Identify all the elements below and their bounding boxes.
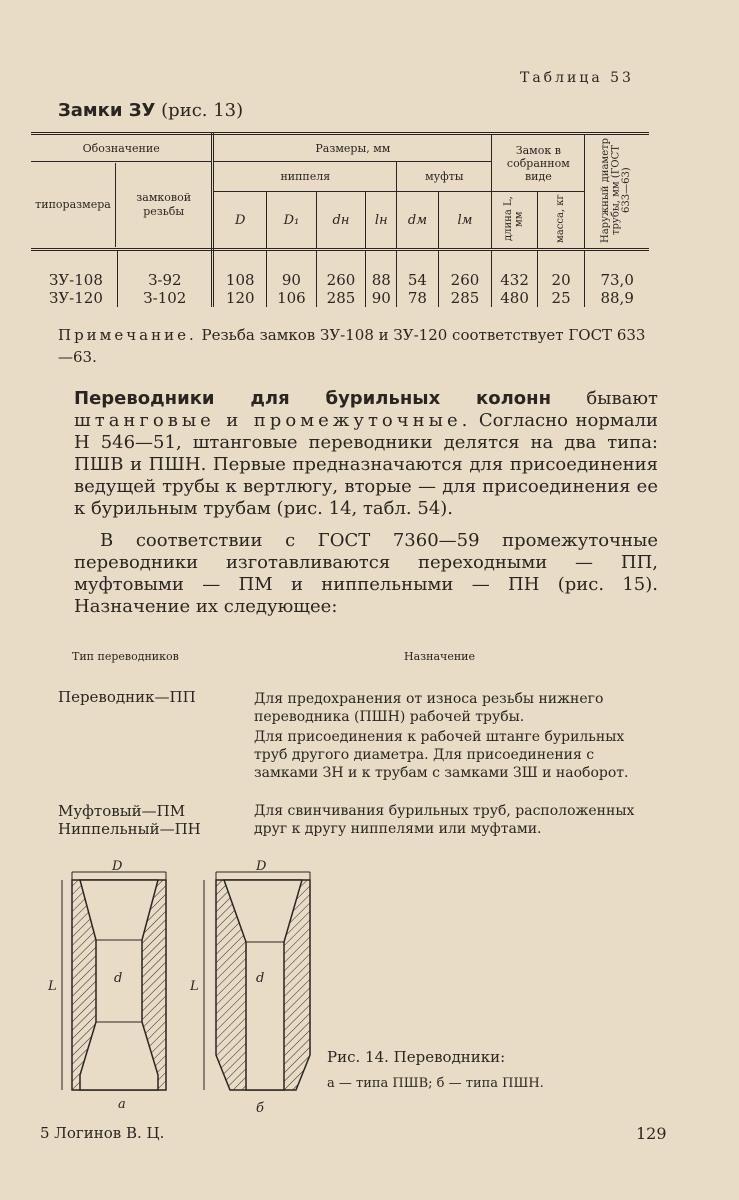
figure-caption: Рис. 14. Переводники: <box>327 1048 506 1066</box>
figure-caption-legend: а — типа ПШВ; б — типа ПШН. <box>327 1076 544 1091</box>
th-thread: замковой резьбы <box>136 191 192 218</box>
subfig-b: б <box>256 1101 264 1116</box>
cell-ln: 90 <box>366 289 397 307</box>
th-mass: масса, кг <box>537 192 585 250</box>
table-row <box>31 289 649 307</box>
title-ref: (рис. 13) <box>161 100 244 121</box>
th-D1: D₁ <box>267 192 317 250</box>
table-note <box>58 324 658 368</box>
th-D: D <box>213 192 267 250</box>
th-subcells <box>31 162 213 250</box>
cell-dn: 260 <box>316 250 366 290</box>
th-designation: Обозначение <box>31 134 213 162</box>
cell-dn: 285 <box>316 289 366 307</box>
page-number: 129 <box>636 1124 667 1143</box>
type-pm: Муфтовый—ПМ <box>58 802 186 820</box>
th-lock: Замок в собранном виде <box>492 134 585 192</box>
th-size: типоразмера <box>31 163 116 247</box>
purpose-pp-2: Для присоединения к рабочей штанге бурильных труб другого диаметра. Для присоединения с замками ЗН и к трубам с замками ЗШ и наоборот. <box>254 729 629 781</box>
type-pn: Ниппельный—ПН <box>58 820 201 838</box>
th-lm: lм <box>438 192 492 250</box>
th-dm: dм <box>397 192 438 250</box>
table-number: Таблица 53 <box>520 70 634 86</box>
th-ln: lн <box>366 192 397 250</box>
footer-signature: 5 Логинов В. Ц. <box>40 1124 165 1142</box>
cell-outer: 73,0 <box>600 271 634 289</box>
th-nipple: ниппеля <box>213 162 397 192</box>
cell-dm: 54 <box>397 250 438 290</box>
col-header-purpose: Назначение <box>404 650 475 663</box>
locks-table <box>31 132 649 307</box>
adapter-b <box>189 859 310 1116</box>
th-dn: dн <box>316 192 366 250</box>
label-d-b: d <box>256 971 265 986</box>
cell-ln: 88 <box>366 250 397 290</box>
purpose-pm-pn: Для свинчивания бурильных труб, расположенных друг к другу ниппелями или муфтами. <box>254 803 635 837</box>
cell-L: 480 <box>492 289 537 307</box>
label-L-a: L <box>48 979 57 994</box>
note-text: Резьба замков ЗУ-108 и ЗУ-120 соответствует ГОСТ 633—63. <box>58 326 646 366</box>
subfig-a: а <box>118 1097 126 1112</box>
adapter-a <box>47 859 166 1112</box>
p1-spaced: штанговые и промежуточные. <box>74 410 472 431</box>
cell-dm: 78 <box>397 289 438 307</box>
cell-D: 120 <box>213 289 267 307</box>
cell-D1: 90 <box>267 250 317 290</box>
type-pp: Переводник—ПП <box>58 688 196 706</box>
cell-mass: 20 <box>537 250 585 290</box>
cell-L: 432 <box>492 250 537 290</box>
cell-lm: 285 <box>438 289 492 307</box>
cell-size: ЗУ-108 <box>31 250 118 290</box>
cell-lm: 260 <box>438 250 492 290</box>
label-D-a: D <box>112 859 123 874</box>
cell-outer: 88,9 <box>600 289 634 307</box>
cell-D: 108 <box>213 250 267 290</box>
cell-thread: З-92 <box>118 250 213 290</box>
figure-adapters <box>40 850 320 1120</box>
th-coupling: муфты <box>397 162 492 192</box>
cell-mass: 25 <box>537 289 585 307</box>
cell-thread: З-102 <box>118 289 213 307</box>
label-d-a: d <box>114 971 123 986</box>
cell-D1: 106 <box>267 289 317 307</box>
paragraph-2: В соответствии с ГОСТ 7360—59 промежуточные переводники изготавливаются переходными — ПП, муфтовыми — ПМ и ниппельными — ПН (рис. 15). Назначение их следующее: <box>74 530 658 617</box>
th-outer: Наружный диаметр трубы, мм (ГОСТ 633—63) <box>585 134 649 250</box>
th-length: длина L, мм <box>492 192 537 250</box>
p1-a: бывают <box>551 388 658 409</box>
purpose-pp-1: Для предохранения от износа резьбы нижнего переводника (ПШН) рабочей трубы. <box>254 691 604 725</box>
label-L-b: L <box>190 979 199 994</box>
col-header-type: Тип переводников <box>72 650 179 663</box>
p1-b: Согласно нормали Н 546—51, штанговые переводники делятся на два типа: ПШВ и ПШН. Первые предназначаются для присоединения ведущей трубы к вертлюгу, вторые — для присоединения ее к бурильным трубам (рис. 14, табл. 54). <box>74 410 658 519</box>
cell-size: ЗУ-120 <box>31 289 118 307</box>
label-D-b: D <box>256 859 267 874</box>
note-label: Примечание. <box>58 326 197 344</box>
th-dimensions: Размеры, мм <box>213 134 492 162</box>
section-title <box>58 100 243 121</box>
title-bold: Замки ЗУ <box>58 100 156 121</box>
paragraph-1 <box>74 388 658 520</box>
p1-bold: Переводники для бурильных колонн <box>74 388 552 409</box>
table-row <box>31 250 649 290</box>
